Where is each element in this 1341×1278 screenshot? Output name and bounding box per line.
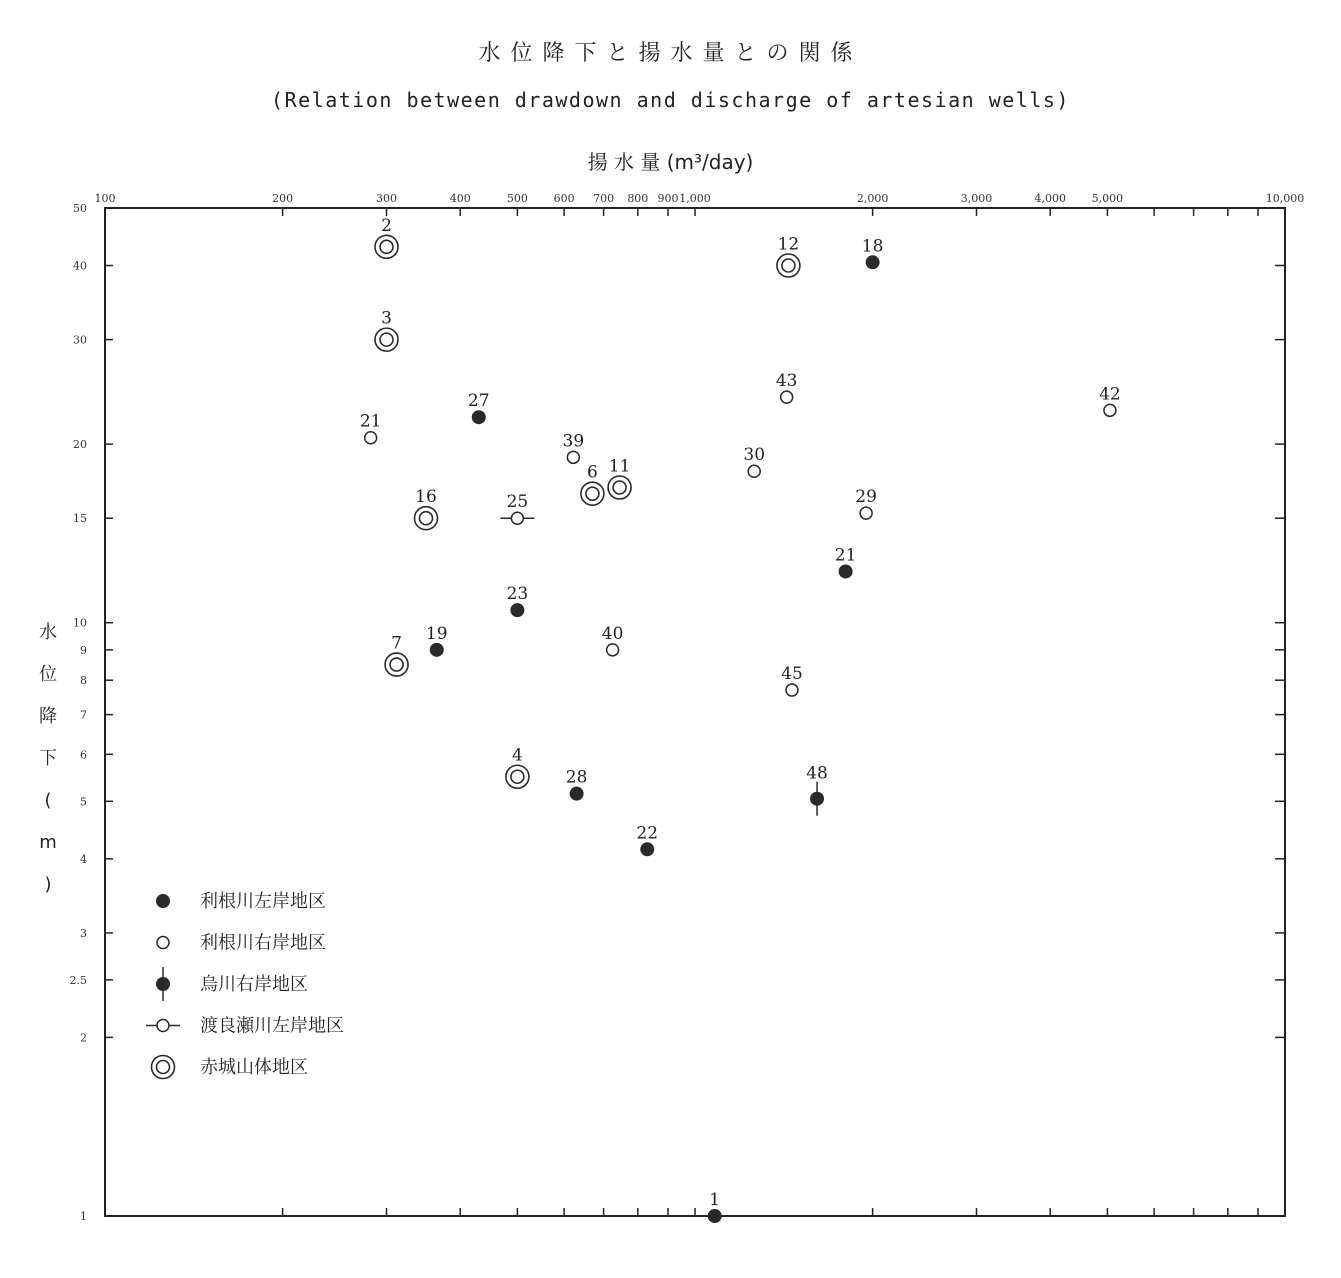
chart-title: 水位降下と揚水量との関係 bbox=[478, 41, 863, 66]
legend-marker bbox=[146, 1020, 180, 1032]
x-tick-label: 800 bbox=[627, 192, 649, 205]
point-label: 40 bbox=[601, 623, 624, 644]
y-tick-label: 50 bbox=[73, 202, 87, 215]
point-label: 21 bbox=[834, 545, 857, 566]
y-tick-label: 10 bbox=[73, 616, 87, 630]
x-tick-label: 700 bbox=[593, 192, 615, 205]
data-point bbox=[430, 643, 443, 656]
data-point bbox=[567, 451, 579, 463]
data-point bbox=[607, 644, 619, 656]
data-point bbox=[777, 254, 800, 277]
y-axis-label: 水 位 降 下 ( m ) bbox=[39, 622, 57, 895]
point-label: 6 bbox=[586, 462, 598, 483]
point-label: 3 bbox=[381, 308, 392, 329]
legend-marker bbox=[157, 937, 169, 949]
y-tick-label: 1 bbox=[80, 1210, 87, 1223]
y-tick-label: 7 bbox=[80, 708, 87, 722]
y-tick-label: 2.5 bbox=[69, 973, 87, 987]
legend-marker bbox=[152, 1056, 175, 1079]
y-tick-label: 5 bbox=[80, 795, 87, 809]
y-tick-label: 8 bbox=[80, 674, 87, 688]
point-label: 2 bbox=[381, 215, 392, 236]
y-tick-label: 6 bbox=[80, 748, 87, 762]
data-point bbox=[1104, 404, 1116, 416]
data-point bbox=[375, 235, 398, 258]
point-label: 11 bbox=[608, 456, 631, 477]
data-point bbox=[365, 432, 377, 444]
legend-label: 赤城山体地区 bbox=[200, 1057, 308, 1078]
legend-label: 利根川左岸地区 bbox=[200, 891, 326, 912]
point-label: 39 bbox=[562, 431, 585, 452]
y-tick-label: 30 bbox=[73, 333, 87, 347]
y-tick-label: 15 bbox=[73, 512, 87, 526]
chart-subtitle: (Relation between drawdown and discharge of artesian wells) bbox=[271, 88, 1070, 112]
y-tick-label: 3 bbox=[80, 926, 87, 940]
point-label: 4 bbox=[511, 745, 523, 766]
point-label: 16 bbox=[415, 487, 437, 508]
point-label: 45 bbox=[781, 664, 803, 685]
data-point bbox=[608, 476, 631, 499]
data-point bbox=[472, 411, 485, 424]
point-label: 1 bbox=[709, 1190, 721, 1210]
data-point bbox=[860, 507, 872, 519]
data-point bbox=[839, 565, 852, 578]
data-point bbox=[708, 1210, 721, 1223]
legend-marker bbox=[157, 895, 170, 908]
x-tick-label: 400 bbox=[449, 192, 471, 205]
point-label: 30 bbox=[743, 445, 766, 466]
point-label: 48 bbox=[806, 763, 828, 784]
data-point bbox=[506, 765, 529, 788]
x-tick-label: 100 bbox=[94, 192, 116, 205]
x-axis-label: 揚 水 量 (m³/day) bbox=[587, 150, 754, 174]
data-point bbox=[500, 512, 534, 524]
data-point bbox=[811, 782, 824, 816]
legend-label: 渡良瀬川左岸地区 bbox=[200, 1015, 344, 1037]
data-point bbox=[641, 843, 654, 856]
point-label: 12 bbox=[777, 234, 800, 255]
data-point bbox=[748, 465, 760, 477]
data-point bbox=[415, 507, 438, 530]
point-label: 42 bbox=[1099, 384, 1121, 405]
point-label: 22 bbox=[636, 823, 659, 844]
point-label: 43 bbox=[775, 371, 798, 392]
legend bbox=[146, 890, 344, 1079]
point-label: 21 bbox=[359, 411, 382, 432]
data-point bbox=[581, 482, 604, 505]
x-tick-label: 500 bbox=[506, 192, 528, 205]
point-label: 25 bbox=[506, 492, 529, 513]
data-point bbox=[511, 604, 524, 617]
x-tick-label: 900 bbox=[657, 192, 679, 205]
point-label: 18 bbox=[861, 236, 884, 257]
point-label: 19 bbox=[425, 623, 448, 644]
y-tick-label: 9 bbox=[80, 643, 87, 657]
point-label: 23 bbox=[506, 584, 529, 605]
point-label: 29 bbox=[855, 487, 877, 508]
x-tick-label: 300 bbox=[376, 192, 398, 205]
x-tick-label: 200 bbox=[272, 192, 294, 205]
data-point bbox=[385, 653, 408, 676]
x-tick-label: 600 bbox=[553, 192, 575, 205]
data-point bbox=[570, 787, 583, 800]
data-points bbox=[360, 216, 1121, 1223]
data-point bbox=[866, 256, 879, 269]
point-label: 27 bbox=[467, 391, 490, 412]
y-tick-label: 4 bbox=[80, 852, 87, 866]
x-tick-label: 5,000 bbox=[1091, 192, 1124, 205]
point-label: 7 bbox=[391, 633, 402, 654]
legend-marker bbox=[157, 967, 170, 1001]
x-tick-label: 2,000 bbox=[856, 192, 889, 205]
data-point bbox=[375, 328, 398, 351]
data-point bbox=[786, 684, 798, 696]
x-tick-label: 1,000 bbox=[679, 192, 711, 205]
x-tick-label: 10,000 bbox=[1265, 192, 1305, 205]
y-tick-label: 20 bbox=[73, 438, 87, 452]
y-tick-label: 40 bbox=[73, 259, 87, 273]
legend-label: 烏川右岸地区 bbox=[200, 974, 308, 995]
x-tick-label: 4,000 bbox=[1034, 192, 1066, 205]
y-tick-label: 2 bbox=[80, 1031, 87, 1045]
data-point bbox=[781, 391, 793, 403]
x-tick-label: 3,000 bbox=[960, 192, 993, 205]
point-label: 28 bbox=[565, 767, 588, 788]
legend-label: 利根川右岸地区 bbox=[200, 932, 326, 954]
